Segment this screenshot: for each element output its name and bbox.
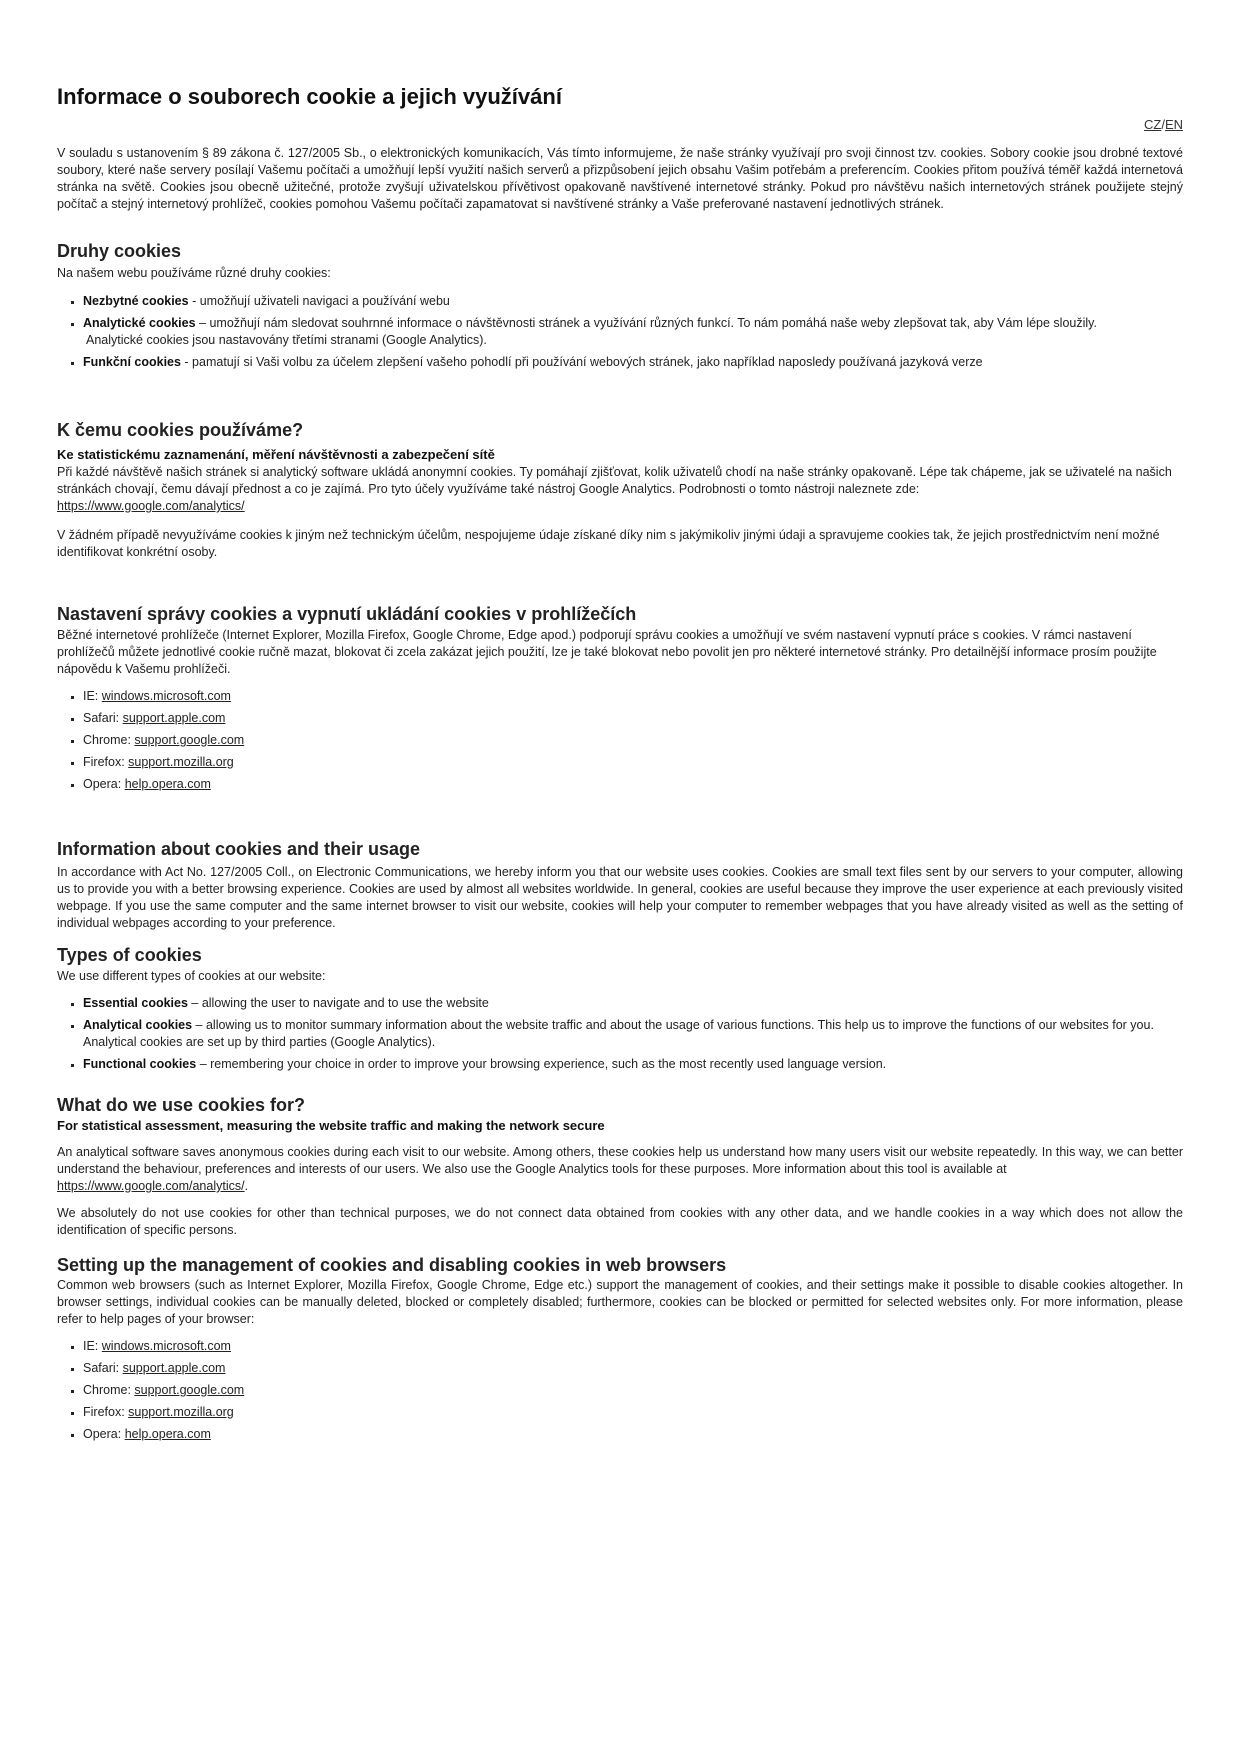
en-use-text-2: We absolutely do not use cookies for other than technical purposes, we do not connect data obtained from cookies with any other data, and we handle cookies in a way which does not allow the identification of specific persons. bbox=[57, 1206, 1183, 1237]
list-item bbox=[83, 776, 1183, 793]
browser-help-link[interactable]: support.apple.com bbox=[122, 1361, 226, 1375]
cz-types-intro: Na našem webu používáme různé druhy cookies: bbox=[57, 266, 331, 280]
en-types-heading: Types of cookies bbox=[57, 945, 202, 965]
cookie-type-desc: - pamatují si Vaši volbu za účelem zlepšení vašeho pohodlí při používání webových stránek, jako například naposledy používaná jazyková verze bbox=[180, 355, 983, 369]
cz-settings-section bbox=[57, 603, 1183, 798]
browser-name: Firefox: bbox=[83, 755, 129, 769]
list-item bbox=[83, 1360, 1183, 1377]
lang-link-cz[interactable]: CZ bbox=[1143, 117, 1162, 132]
cookie-type-term: Essential cookies bbox=[83, 996, 188, 1010]
language-switch bbox=[1144, 117, 1183, 132]
browser-name: Opera: bbox=[83, 777, 125, 791]
list-item bbox=[83, 1404, 1183, 1421]
cookie-type-desc-cont: Analytické cookies jsou nastavovány třetími stranami (Google Analytics). bbox=[86, 333, 487, 347]
browser-name: Chrome: bbox=[83, 1383, 135, 1397]
en-heading: Information about cookies and their usage bbox=[57, 839, 421, 859]
list-item bbox=[83, 354, 1183, 371]
cookie-type-desc: - umožňují uživateli navigaci a používání webu bbox=[188, 294, 450, 308]
cz-use-text-body: Při každé návštěvě našich stránek si analytický software ukládá anonymní cookies. Ty pomáhají zjišťovat, kolik uživatelů chodí na naše stránky opakovaně. Lépe tak chápeme, jak se uživatelé na našich stránkách chovají, čemu dávají přednost a co je zajímá. Pro tyto účely využíváme také nástroj Google Analytics. Podrobnosti o tomto nástroji naleznete zde: bbox=[57, 465, 1172, 496]
cz-intro-text: V souladu s ustanovením § 89 zákona č. 127/2005 Sb., o elektronických komunikacích, Vás tímto informujeme, že naše stránky využívají pro svoji činnost tzv. cookies. Sobory cookie jsou drobné textové soubory, které naše servery posílají Vašemu počítači a umožňují lepší využití našich serverů a přizpůsobení jejich obsahu Vašim potřebám a preferencím. Cookies přitom používá téměř každá internetová stránka na světě. Cookies jsou obecně užitečné, protože zvyšují uživatelskou přívětivost opakovaně navštívené internetové stránky. Pokud pro návštěvu našich internetových stránek použijete stejný počítač a stejný internetový prohlížeč, cookies pomohou Vašemu počítači zapamatovat si navštívené stránky a Vaše preferované nastavení jednotlivých stránek. bbox=[57, 146, 1183, 211]
browser-name: Firefox: bbox=[83, 1405, 129, 1419]
en-browser-list bbox=[57, 1338, 1183, 1443]
browser-help-link[interactable]: support.mozilla.org bbox=[128, 1405, 234, 1419]
list-item bbox=[83, 1338, 1183, 1355]
cz-types-heading: Druhy cookies bbox=[57, 241, 182, 261]
list-item bbox=[83, 1382, 1183, 1399]
en-settings-heading: Setting up the management of cookies and disabling cookies in web browsers bbox=[57, 1255, 727, 1275]
list-item bbox=[83, 293, 1183, 310]
cookie-type-term: Functional cookies bbox=[83, 1057, 197, 1071]
en-settings-text: Common web browsers (such as Internet Explorer, Mozilla Firefox, Google Chrome, Edge etc.) support the management of cookies, and their settings make it possible to disable cookies altogether. In browser settings, individual cookies can be manually deleted, blocked or completely disabled; furthermore, cookies can be blocked or permitted for selected websites only. For more information, please refer to help pages of your browser: bbox=[57, 1278, 1183, 1326]
list-item bbox=[83, 754, 1183, 771]
cz-use-text bbox=[57, 464, 1183, 515]
cz-use-text-2: V žádném případě nevyužíváme cookies k jiným než technickým účelům, nespojujeme údaje získané díky nim s jakýmikoliv jinými údaji a spravujeme cookies tak, že jejich prostřednictvím není možné identifikovat konkrétní osoby. bbox=[57, 528, 1160, 559]
cz-use-heading: K čemu cookies používáme? bbox=[57, 420, 304, 440]
lang-link-en[interactable]: EN bbox=[1164, 117, 1183, 132]
en-types-intro: We use different types of cookies at our website: bbox=[57, 969, 326, 983]
en-settings-section bbox=[57, 1254, 1183, 1448]
en-use-text-body: An analytical software saves anonymous cookies during each visit to our website. Among others, these cookies help us understand how many users visit our website repeatedly. In this way, we can better understand the behaviour, preferences and interests of our users. We also use the Google Analytics tools for these purposes. More information about this tool is available at bbox=[57, 1145, 1183, 1176]
cz-types-section bbox=[57, 240, 1183, 376]
cookie-type-term: Analytické cookies bbox=[83, 316, 196, 330]
browser-help-link[interactable]: support.google.com bbox=[134, 733, 245, 747]
en-intro-text: In accordance with Act No. 127/2005 Coll., on Electronic Communications, we hereby inform you that our website uses cookies. Cookies are small text files sent by our servers to your computer, allowing us to provide you with a better browsing experience. Cookies are used by almost all websites worldwide. In general, cookies are useful because they improve the user experience at each previously visited webpage. If you use the same computer and the same internet browser to visit our website, cookies will help your computer to remember webpages that you have already visited as well as the setting of individual webpages according to your preference. bbox=[57, 865, 1183, 930]
list-item bbox=[83, 1426, 1183, 1443]
browser-name: IE: bbox=[83, 1339, 102, 1353]
browser-help-link[interactable]: windows.microsoft.com bbox=[101, 689, 231, 703]
cz-settings-heading: Nastavení správy cookies a vypnutí ukládání cookies v prohlížečích bbox=[57, 604, 637, 624]
cz-types-list bbox=[57, 293, 1183, 371]
list-item bbox=[83, 1017, 1183, 1051]
cookie-type-term: Funkční cookies bbox=[83, 355, 181, 369]
cz-browser-list bbox=[57, 688, 1183, 793]
browser-name: Chrome: bbox=[83, 733, 135, 747]
browser-name: Opera: bbox=[83, 1427, 125, 1441]
cookie-type-term: Nezbytné cookies bbox=[83, 294, 189, 308]
en-intro-section bbox=[57, 838, 1183, 932]
en-use-heading: What do we use cookies for? bbox=[57, 1095, 306, 1115]
browser-help-link[interactable]: support.mozilla.org bbox=[128, 755, 234, 769]
en-types-section bbox=[57, 944, 1183, 1078]
cz-intro-block bbox=[57, 145, 1183, 213]
cookie-type-desc: – remembering your choice in order to improve your browsing experience, such as the most recently used language version. bbox=[196, 1057, 887, 1071]
google-analytics-link[interactable]: https://www.google.com/analytics/ bbox=[57, 1179, 245, 1193]
list-item bbox=[83, 315, 1183, 349]
browser-name: Safari: bbox=[83, 711, 123, 725]
cookie-type-desc: – umožňují nám sledovat souhrnné informace o návštěvnosti stránek a využívání různých funkcí. To nám pomáhá naše weby zlepšovat tak, aby Vám lépe sloužily. bbox=[195, 316, 1097, 330]
list-item bbox=[83, 710, 1183, 727]
browser-help-link[interactable]: support.apple.com bbox=[122, 711, 226, 725]
browser-help-link[interactable]: help.opera.com bbox=[124, 1427, 211, 1441]
cz-settings-text: Běžné internetové prohlížeče (Internet Explorer, Mozilla Firefox, Google Chrome, Edge apod.) podporují správu cookies a umožňují ve svém nastavení vypnutí práce s cookies. V rámci nastavení prohlížečů můžete jednotlivé cookie ručně mazat, blokovat či zcela zakázat jejich použití, lze je také blokovat nebo povolit jen pro některé internetové stránky. Pro detailnější informace prosím použijte nápovědu k Vašemu prohlížeči. bbox=[57, 628, 1157, 676]
en-use-section bbox=[57, 1094, 1183, 1239]
cookie-type-desc: – allowing us to monitor summary information about the website traffic and about the usage of various functions. This help us to improve the functions of our websites for you. Analytical cookies are set up by third parties (Google Analytics). bbox=[83, 1018, 1154, 1049]
list-item bbox=[83, 1056, 1183, 1073]
browser-name: IE: bbox=[83, 689, 102, 703]
en-use-link-suffix: . bbox=[244, 1179, 249, 1193]
en-types-list bbox=[57, 995, 1183, 1073]
cz-use-section bbox=[57, 419, 1183, 561]
en-use-text bbox=[57, 1144, 1183, 1195]
cookie-type-desc: – allowing the user to navigate and to use the website bbox=[187, 996, 489, 1010]
list-item bbox=[83, 732, 1183, 749]
list-item bbox=[83, 995, 1183, 1012]
browser-name: Safari: bbox=[83, 1361, 123, 1375]
page-title: Informace o souborech cookie a jejich využívání bbox=[57, 84, 562, 109]
lang-separator: / bbox=[1161, 117, 1165, 132]
browser-help-link[interactable]: support.google.com bbox=[134, 1383, 245, 1397]
en-use-subheading: For statistical assessment, measuring the website traffic and making the network secure bbox=[57, 1118, 605, 1133]
browser-help-link[interactable]: windows.microsoft.com bbox=[101, 1339, 231, 1353]
cookie-type-term: Analytical cookies bbox=[83, 1018, 193, 1032]
google-analytics-link[interactable]: https://www.google.com/analytics/ bbox=[57, 499, 245, 513]
cz-use-subheading: Ke statistickému zaznamenání, měření návštěvnosti a zabezpečení sítě bbox=[57, 447, 495, 462]
list-item bbox=[83, 688, 1183, 705]
browser-help-link[interactable]: help.opera.com bbox=[124, 777, 211, 791]
